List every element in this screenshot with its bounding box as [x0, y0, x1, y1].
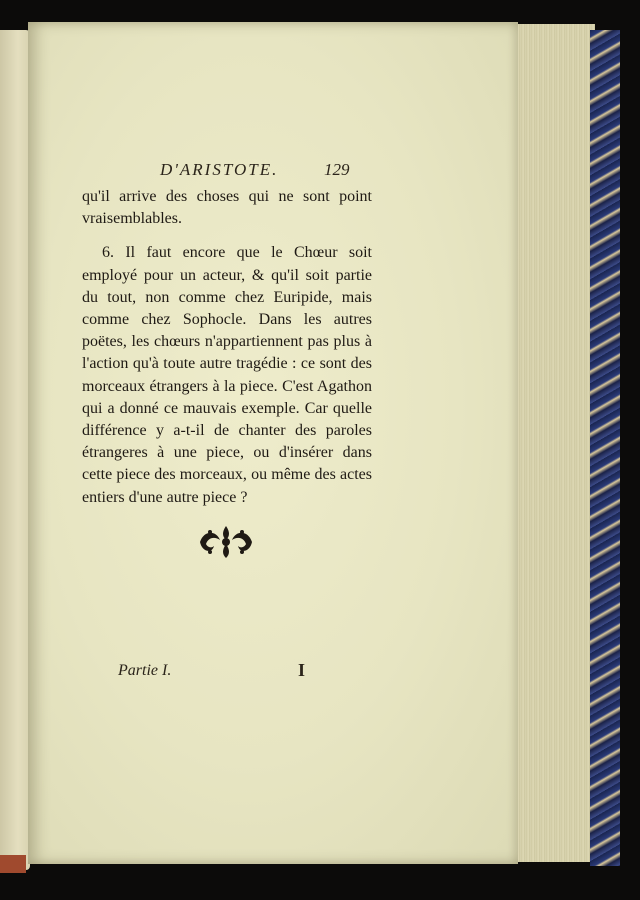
signature-mark: I — [298, 660, 306, 680]
body-text — [82, 186, 372, 509]
book-edge-red — [0, 855, 26, 873]
facing-page-edge — [0, 30, 30, 870]
marbled-cover — [590, 30, 620, 866]
page-number: 129 — [324, 160, 350, 179]
fleuron-ornament-icon — [196, 522, 256, 562]
running-head: D'ARISTOTE. — [160, 160, 279, 179]
paragraph-continuation: qu'il arrive des choses qui ne sont point vraisemblables. — [82, 188, 372, 228]
paragraph-6: 6. Il faut encore que le Chœur soit employé pour un acteur, & qu'il soit partie du tout, non comme chez Euripide, mais comme chez Sophocle. Dans les autres poëtes, les chœurs n'appartiennent pas plus à l'action qu'à toute autre tragédie : ce sont des morceaux étrangers à la piece. C'est Agathon qui a donné ce mauvais exemple. Car quelle différence y a-t-il de chanter des paroles étrangeres à une piece, ou d'insérer dans cette piece des morceaux, ou même des actes entiers d'une autre piece ? — [82, 244, 372, 506]
signature-text: Partie I. — [118, 662, 172, 679]
page-stack-edge — [515, 24, 595, 862]
